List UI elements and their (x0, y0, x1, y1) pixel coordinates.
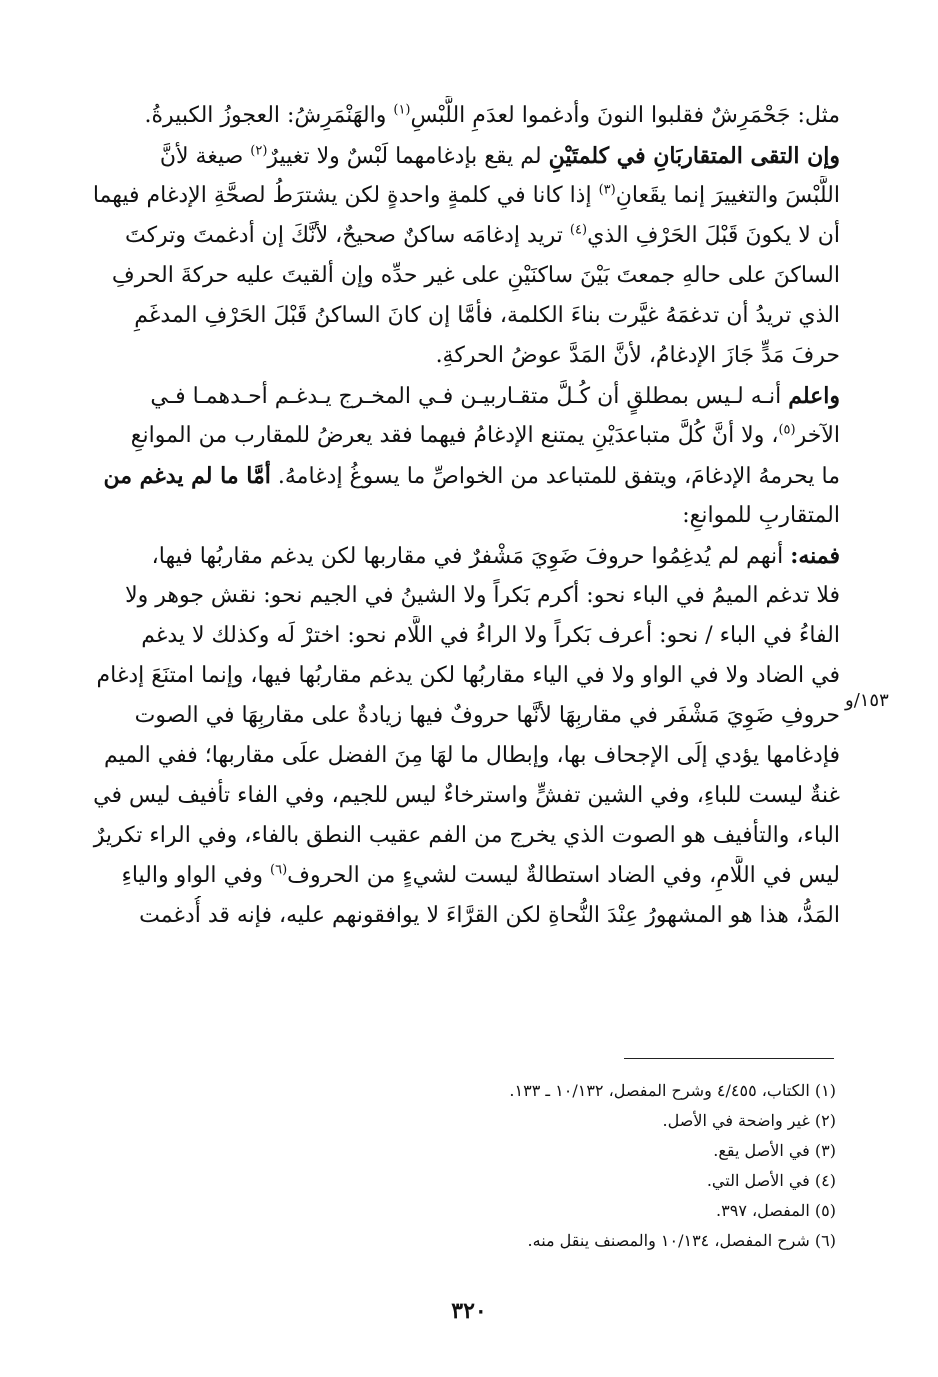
line-text: الساكنَ على حالهِ جمعتَ بَيْنَ ساكنَيْنِ على غير حدِّه وإن ألقيتَ عليه حركةَ الحرفِ (111, 263, 840, 288)
line-text-continued: إذا كانا في كلمةٍ واحدةٍ لكن يشترَطُ لصحَّةِ الإدغام فيهما (92, 183, 599, 208)
text-line (72, 376, 840, 416)
text-line (72, 776, 840, 816)
text-line (72, 856, 840, 896)
text-line (72, 696, 840, 736)
body-text (72, 96, 840, 936)
line-text: غنةٌ ليست للباءِ، وفي الشين تفشٍّ واسترخاءٌ ليس للجيم، وفي الفاء تأفيف ليس في (93, 783, 840, 808)
line-text: حرفَ مَدٍّ جَازَ الإدغامُ، لأنَّ المَدَّ عوضُ الحركةِ. (435, 343, 840, 368)
text-line (72, 96, 840, 136)
line-text: فإدغامها يؤدي إلَى الإجحاف بها، وإبطال ما لهَا مِنَ الفضل علَى مقاربها؛ ففي الميم (103, 743, 840, 768)
text-line (72, 656, 840, 696)
line-text-continued: ، ولا أنَّ كُلَّ متباعدَيْنِ يمتنع الإدغامُ فيهما فقد يعرضُ للمقارب من الموانعِ (130, 423, 779, 448)
text-line (72, 896, 840, 936)
text-line (72, 216, 840, 256)
line-text: أنـه لـيس بمطلقٍ أن كُـلَّ متقـاربيـن فـي المخـرج يـدغـم أحـدهمـا فـي (150, 384, 789, 409)
text-line (72, 256, 840, 296)
line-text: ما يحرمهُ الإدغامَ، ويتفق للمتباعد من الخواصِّ ما يسوغُ إدغامهُ. (270, 464, 840, 489)
line-text: الباء، والتأفيف هو الصوت الذي يخرج من الفم عقيب النطق بالفاء، وفي الراء تكريرٌ (93, 823, 840, 848)
line-text-continued: تريد إدغامَه ساكنٌ صحيحٌ، لأنَّكَ إن أدغمتَ وتركتَ (124, 223, 570, 248)
footnote-item: (٣) في الأصل يقع. (713, 1141, 836, 1160)
text-line (72, 336, 840, 376)
line-text: حروفِ ضَوِيَ مَشْفَر في مقاربِهَا لأنَّها حروفٌ فيها زيادةٌ على مقاربِهَا في الصوت (134, 703, 840, 728)
line-text: في الضاد ولا في الواو ولا في الياء مقاربُها لكن يدغم مقاربُها فيها، وإنما امتنَعَ إدغام (96, 663, 840, 688)
bold-term: وإن التقى المتقاربَانِ في كلمتَيْنِ (548, 143, 840, 169)
text-line (72, 496, 840, 536)
text-line (72, 456, 840, 496)
line-text: الآخر (795, 423, 840, 448)
line-text: مثل: جَحْمَرِشٌ فقلبوا النونَ وأدغموا لعدَمِ اللَّبْسِ (410, 103, 840, 128)
line-text-continued: صيغة لأنَّ (159, 144, 251, 169)
footnote-item: (٦) شرح المفصل، ١٠/١٣٤ والمصنف ينقل منه. (527, 1231, 836, 1250)
footnote-reference[interactable]: (٤) (569, 222, 588, 238)
footnote-item: (١) الكتاب، ٤/٤٥٥ وشرح المفصل، ١٠/١٣٢ ـ ١٣٣. (509, 1081, 836, 1100)
line-text: الفاءُ في الباء / نحو: أعرف بَكراً ولا الراءُ في اللَّام نحو: اخترْ لَه وكذلك لا يدغم (141, 623, 840, 648)
page-number: ٣٢٠ (451, 1298, 487, 1324)
text-line (72, 616, 840, 656)
line-text: أنهم لم يُدغِمُوا حروفَ ضَوِيَ مَشْفرٌ في مقاربها لكن يدغم مقاربُها فيها، (151, 544, 791, 569)
footnote-reference[interactable]: (٥) (778, 422, 796, 438)
footnote-item: (٥) المفصل، ٣٩٧. (716, 1201, 836, 1220)
line-text: أن لا يكونَ قَبْلَ الحَرْفِ الذي (587, 223, 840, 248)
line-text: الذي تريدُ أن تدغمَهُ غيَّرت بناءَ الكلمة، فأمَّا إن كانَ الساكنُ قَبْلَ الحَرْفِ المدغَمِ (134, 303, 840, 328)
footnote-divider (624, 1058, 834, 1059)
footnote-reference[interactable]: (٢) (250, 143, 268, 159)
line-text-continued: والهَنْمَرِشُ: العجوزُ الكبيرةُ. (144, 103, 394, 128)
text-line (72, 176, 840, 216)
text-line (72, 576, 840, 616)
footnote-item: (٢) غير واضحة في الأصل. (662, 1111, 836, 1130)
line-text: فلا تدغم الميمُ في الباء نحو: أكرم بَكراً ولا الشينُ في الجيم نحو: نقش جوهر ولا (125, 583, 840, 608)
line-text: المَدُّ، هذا هو المشهورُ عِنْدَ النُّحاةِ لكن القرَّاءَ لا يوافقونهم عليه، فإنه قد أُدغمت (139, 903, 840, 928)
footnote-item: (٤) في الأصل التي. (706, 1171, 836, 1190)
text-line (72, 816, 840, 856)
margin-folio-note: ١٥٣/و (845, 690, 889, 711)
text-line (72, 136, 840, 176)
footnote-reference[interactable]: (٣) (598, 182, 616, 198)
line-text: المتقاربِ للموانعِ: (682, 503, 840, 528)
text-line (72, 536, 840, 576)
line-text: اللَّبْسَ والتغييرَ إنما يقَعانِ (615, 183, 840, 208)
footnote-reference[interactable]: (٦) (270, 862, 288, 878)
text-line (72, 296, 840, 336)
line-text-continued: وفي الواو والياءِ (121, 863, 270, 888)
line-text: ليس في اللَّامِ، وفي الضاد استطالةٌ ليست لشيءٍ من الحروف (287, 863, 840, 888)
text-line (72, 416, 840, 456)
bold-term: أمَّا ما لم يدغم من (103, 463, 271, 489)
text-line (72, 736, 840, 776)
footnotes (300, 1076, 836, 1256)
bold-term: واعلم (788, 383, 840, 409)
line-text: لم يقع بإدغامهما لَبْسٌ ولا تغييرٌ (267, 144, 549, 169)
bold-term: فمنه: (790, 543, 840, 569)
footnote-reference[interactable]: (١) (393, 102, 411, 118)
